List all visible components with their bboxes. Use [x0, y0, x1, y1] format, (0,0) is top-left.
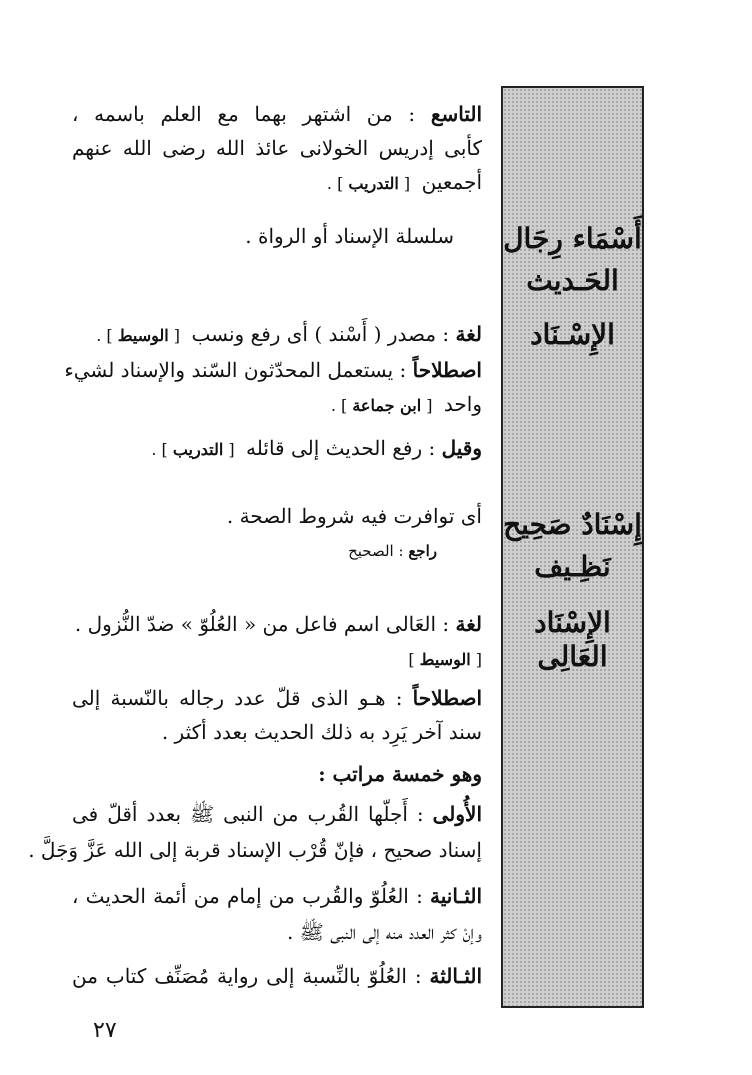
- entry-text: : رفع الحديث إلى قائله: [246, 436, 436, 460]
- entry-text: : العُلُوّ بالنِّسبة إلى رواية مُصَنِّف كتاب من: [72, 964, 422, 988]
- entry-text: : أَجلّها القُرب من النبى ﷺ بعدد أقلّ فى: [72, 802, 424, 826]
- entry-tasi-line3: [72, 170, 482, 195]
- source-reference: [ ابن جماعة ] .: [330, 396, 438, 415]
- entry-label: وقيل: [441, 436, 482, 460]
- entry-label: الأُولى: [432, 802, 483, 826]
- entry-label: الثـانية: [430, 884, 483, 908]
- rank-first-line2: إسناد صحيح ، فإنّ قُرْب الإسناد قربة إلى الله عَزَّ وَجَلَّ .: [28, 838, 482, 862]
- entry-ali-lugha: [72, 612, 482, 637]
- source-reference: [ التدريب ] .: [326, 174, 416, 193]
- term-asmaa-rijal-line1: أَسْمَاء رِجَال: [503, 222, 642, 255]
- ranks-heading: وهو خمسة مراتب :: [318, 762, 482, 786]
- see-also-label: راجع: [408, 542, 437, 560]
- entry-isnad-istilah-line1: [64, 358, 482, 383]
- entry-label: لغة: [455, 322, 482, 346]
- term-isnad-ali: الإِسْنَاد العَالِى: [534, 606, 611, 673]
- entry-ali-istilah-line1: [72, 686, 482, 711]
- entry-text: : يستعمل المحدّثون السّند والإسناد لشيء: [64, 358, 407, 382]
- entry-text: واحد: [443, 392, 482, 416]
- entry-label: لغة: [455, 612, 482, 636]
- entry-text: : العُلُوّ والقُرب من إمام من أئمة الحديث ،: [72, 884, 423, 908]
- term-nazif: نَظِـيف: [534, 550, 611, 583]
- entry-text: : العَالى اسم فاعل من « العُلُوّ » ضدّ النُّزول .: [74, 612, 450, 636]
- entry-tasi-line1: [72, 102, 482, 127]
- entry-label: اصطلاحاً: [412, 686, 483, 710]
- page-number: ٢٧: [93, 1018, 117, 1043]
- entry-ali-istilah-line2: سند آخر يَرِد به ذلك الحديث بعدد أكثر .: [161, 720, 482, 744]
- entry-tasi-line2: كأبى إدريس الخولانى عائذ الله رضى الله عنهم: [72, 136, 482, 160]
- rank-second-line2: وإنْ كثر العدد منه إلى النبى ﷺ .: [286, 920, 482, 944]
- entry-text: أجمعين: [421, 170, 482, 194]
- rank-third-line1: [72, 964, 482, 989]
- entry-label: التاسع: [430, 102, 483, 126]
- terms-sidebar: [501, 86, 644, 1008]
- entry-isnad-lugha: [72, 322, 482, 347]
- term-asmaa-rijal-line2: الحَـديث: [526, 264, 619, 297]
- entry-asmaa-rijal-def: سلسلة الإسناد أو الرواة .: [245, 224, 454, 248]
- source-reference: [ الوسيط ] .: [96, 326, 186, 345]
- source-reference: [ التدريب ] .: [151, 440, 240, 459]
- entry-text: : مصدر ( أَسْند ) أى رفع ونسب: [191, 322, 450, 346]
- entry-isnad-istilah-line2: [72, 392, 482, 417]
- entry-label: اصطلاحاً: [412, 358, 482, 382]
- entry-isnad-sahih-def: أى توافرت فيه شروط الصحة .: [226, 504, 482, 528]
- entry-text: : هـو الذى قلّ عدد رجاله بالنّسبة إلى: [72, 686, 403, 710]
- definitions-column: [28, 86, 483, 1008]
- entry-isnad-qil: [72, 436, 482, 461]
- source-reference: [ الوسيط ]: [408, 650, 482, 669]
- entry-text: : من اشتهر بهما مع العلم باسمه ،: [72, 102, 416, 126]
- see-also-target: الصحيح: [348, 542, 394, 560]
- rank-second-line1: [72, 884, 482, 909]
- see-also: راجع : الصحيح: [348, 542, 437, 560]
- term-isnad-sahih: إِسْنَادٌ صَحِيح: [503, 508, 642, 541]
- entry-label: الثـالثة: [429, 964, 483, 988]
- term-isnad: الإِسْـنَاد: [530, 318, 615, 351]
- rank-first-line1: [72, 802, 482, 827]
